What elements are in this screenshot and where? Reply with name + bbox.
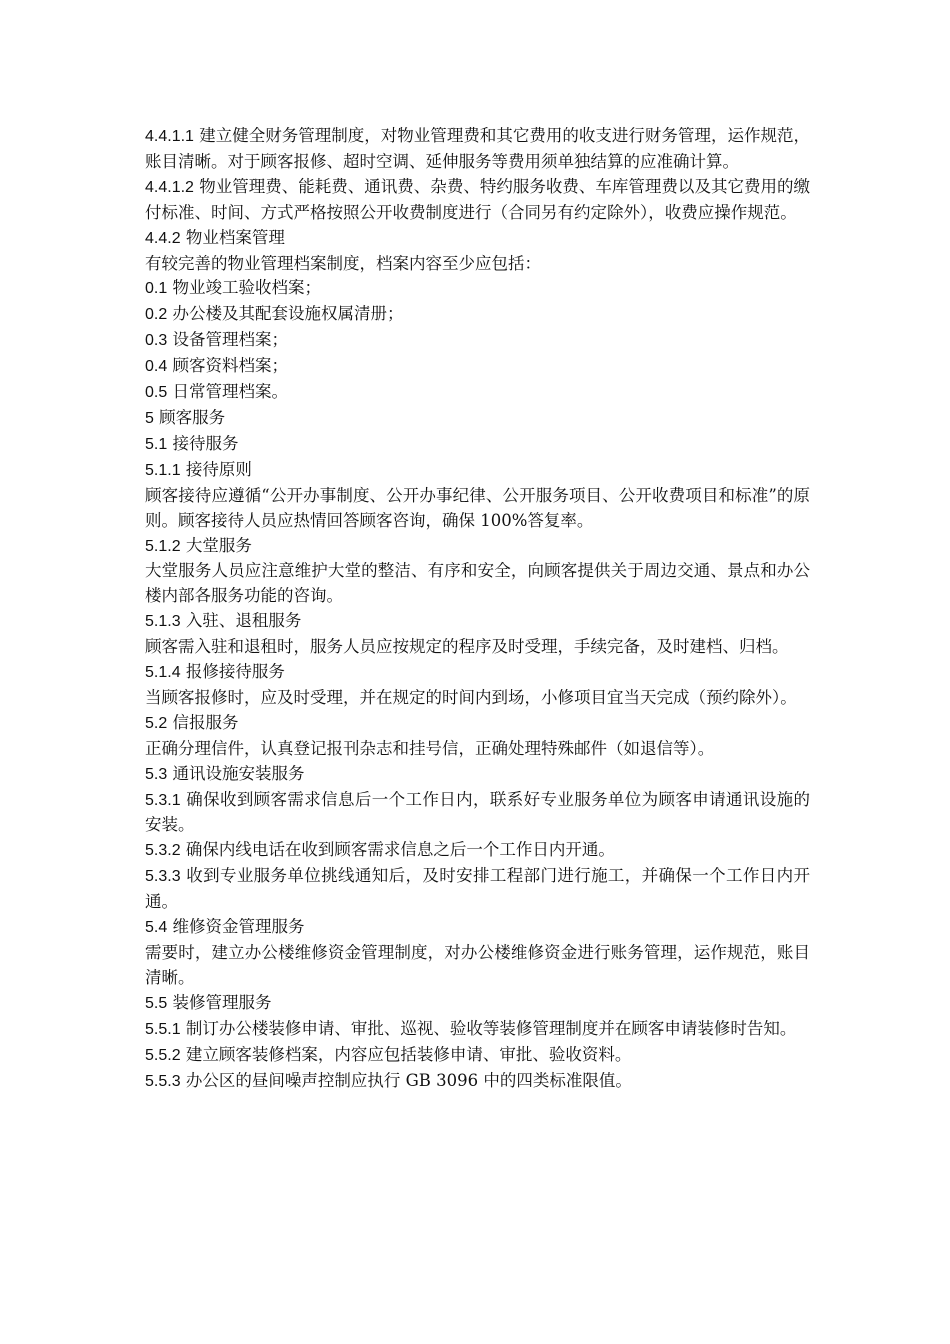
paragraph-maintenance-fund	[145, 941, 810, 991]
heading-text: 入驻、退租服务	[180, 611, 302, 631]
paragraph-text: 制订办公楼装修申请、审批、巡视、验收等装修管理制度并在顾客申请装修时告知。	[180, 1018, 797, 1038]
heading-5-4	[145, 915, 810, 941]
paragraph-lobby-service	[145, 559, 810, 609]
paragraph-text: 正确分理信件，认真登记报刊杂志和挂号信，正确处理特殊邮件（如退信等）。	[145, 738, 715, 758]
item-number: 0.5	[145, 384, 168, 402]
heading-4-4-2	[145, 226, 810, 252]
heading-5-1	[145, 432, 810, 458]
heading-text: 接待服务	[167, 433, 239, 453]
section-number: 5.1	[145, 435, 168, 453]
item-number: 0.1	[145, 280, 168, 298]
paragraph-5-3-2	[145, 838, 810, 864]
section-number: 5.3.1	[145, 791, 181, 809]
item-number: 0.3	[145, 332, 168, 350]
section-number: 4.4.1.2	[145, 178, 194, 196]
section-number: 5.5	[145, 994, 168, 1012]
paragraph-text: 办公区的昼间噪声控制应执行 GB 3096 中的四类标准限值。	[180, 1070, 632, 1090]
paragraph-5-5-2	[145, 1043, 810, 1069]
paragraph-text: 顾客需入驻和退租时，服务人员应按规定的程序及时受理，手续完备，及时建档、归档。	[145, 637, 789, 657]
heading-text: 顾客服务	[153, 407, 226, 427]
section-number: 4.4.1.1	[145, 128, 194, 145]
list-item-0-3	[145, 328, 810, 354]
section-number: 5.5.3	[145, 1072, 181, 1090]
section-number: 5.5.2	[145, 1046, 181, 1064]
paragraph-text: 建立顾客装修档案，内容应包括装修申请、审批、验收资料。	[180, 1044, 632, 1064]
heading-5-3	[145, 762, 810, 788]
paragraph-text: 确保内线电话在收到顾客需求信息之后一个工作日内开通。	[180, 840, 615, 860]
list-item-0-1	[145, 276, 810, 302]
document-body	[145, 124, 810, 1094]
section-number: 5.1.1	[145, 461, 181, 479]
paragraph-text: 建立健全财务管理制度，对物业管理费和其它费用的收支进行财务管理，运作规范，账目清晰。对于顾客报修、超时空调、延伸服务等费用须单独结算的应准确计算。	[145, 126, 810, 171]
paragraph-5-3-1	[145, 788, 810, 839]
paragraph-4-4-1-1	[145, 124, 810, 175]
heading-text: 通讯设施安装服务	[167, 763, 305, 783]
item-text: 顾客资料档案；	[167, 356, 288, 376]
section-number: 5.3	[145, 765, 168, 783]
paragraph-5-5-1	[145, 1017, 810, 1043]
section-number: 5.4	[145, 919, 168, 937]
paragraph-text: 顾客接待应遵循“公开办事制度、公开办事纪律、公开服务项目、公开收费项目和标准”的原则。顾客接待人员应热情回答顾客咨询，确保 100%答复率。	[145, 485, 810, 530]
list-item-0-5	[145, 380, 810, 406]
item-text: 办公楼及其配套设施权属清册；	[167, 304, 404, 324]
paragraph-text: 确保收到顾客需求信息后一个工作日内，联系好专业服务单位为顾客申请通讯设施的安装。	[145, 789, 810, 835]
paragraph-repair-service	[145, 686, 810, 711]
heading-5-2	[145, 711, 810, 737]
heading-5	[145, 406, 810, 432]
heading-text: 装修管理服务	[167, 992, 272, 1012]
paragraph-move-in-service	[145, 635, 810, 660]
list-item-0-4	[145, 354, 810, 380]
item-text: 日常管理档案。	[167, 382, 288, 402]
heading-5-1-1	[145, 458, 810, 484]
paragraph-text: 需要时，建立办公楼维修资金管理制度，对办公楼维修资金进行账务管理，运作规范，账目清晰。	[145, 943, 810, 987]
section-number: 4.4.2	[145, 229, 181, 247]
section-number: 5.3.2	[145, 842, 181, 860]
section-number: 5	[145, 409, 154, 427]
paragraph-text: 当顾客报修时，应及时受理，并在规定的时间内到场，小修项目宜当天完成（预约除外）。	[145, 687, 797, 707]
heading-text: 维修资金管理服务	[167, 917, 305, 937]
heading-5-5	[145, 991, 810, 1017]
heading-text: 大堂服务	[180, 535, 252, 555]
section-number: 5.1.2	[145, 537, 181, 555]
heading-text: 接待原则	[180, 459, 252, 479]
heading-5-1-2	[145, 534, 810, 560]
paragraph-4-4-1-2	[145, 175, 810, 226]
paragraph-reception-principle	[145, 484, 810, 534]
heading-5-1-3	[145, 609, 810, 635]
section-number: 5.2	[145, 714, 168, 732]
item-number: 0.2	[145, 306, 168, 324]
paragraph-5-3-3	[145, 864, 810, 915]
item-number: 0.4	[145, 358, 168, 376]
paragraph-mail-service	[145, 737, 810, 762]
heading-text: 物业档案管理	[180, 227, 285, 247]
paragraph-archive-intro	[145, 252, 810, 277]
heading-text: 报修接待服务	[180, 662, 285, 682]
heading-5-1-4	[145, 660, 810, 686]
item-text: 设备管理档案；	[167, 330, 288, 350]
item-text: 物业竣工验收档案；	[167, 278, 321, 298]
section-number: 5.3.3	[145, 868, 181, 886]
section-number: 5.5.1	[145, 1020, 181, 1038]
paragraph-5-5-3	[145, 1069, 810, 1095]
section-number: 5.1.4	[145, 664, 181, 682]
paragraph-text: 物业管理费、能耗费、通讯费、杂费、特约服务收费、车库管理费以及其它费用的缴付标准、时间、方式严格按照公开收费制度进行（合同另有约定除外），收费应操作规范。	[145, 176, 810, 222]
list-item-0-2	[145, 302, 810, 328]
paragraph-text: 有较完善的物业管理档案制度，档案内容至少应包括：	[145, 253, 541, 273]
section-number: 5.1.3	[145, 613, 181, 631]
paragraph-text: 大堂服务人员应注意维护大堂的整洁、有序和安全，向顾客提供关于周边交通、景点和办公楼内部各服务功能的咨询。	[145, 561, 810, 606]
paragraph-text: 收到专业服务单位挑线通知后，及时安排工程部门进行施工，并确保一个工作日内开通。	[145, 866, 810, 912]
heading-text: 信报服务	[167, 712, 239, 732]
